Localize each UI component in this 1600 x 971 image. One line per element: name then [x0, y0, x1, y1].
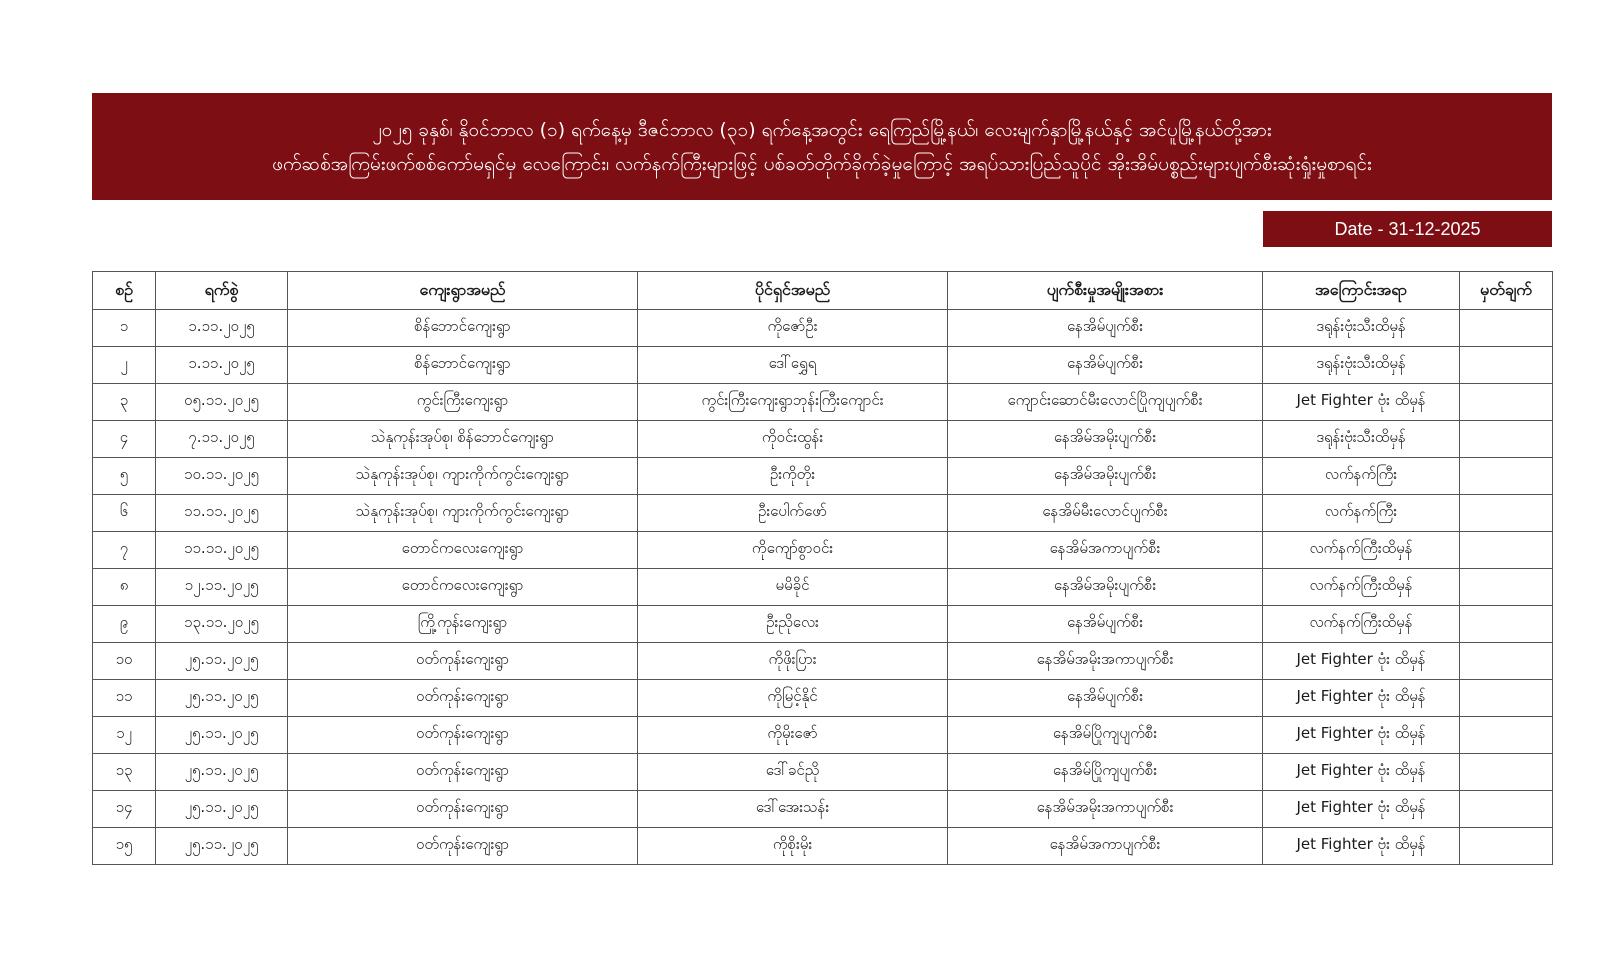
cell-remarks [1460, 458, 1553, 495]
cell-serial: ၇ [93, 532, 156, 569]
cell-owner: ကိုစိုးမိုး [638, 828, 948, 865]
cell-owner: ဒေါ်ရွှေရ [638, 347, 948, 384]
cell-damage-type: နေအိမ်ပျက်စီး [948, 680, 1263, 717]
cell-owner: ကိုဝင်းထွန်း [638, 421, 948, 458]
table-row [93, 828, 1553, 865]
damage-records-table [92, 271, 1553, 865]
cell-village: တောင်ကလေးကျေးရွာ [288, 532, 638, 569]
cell-cause: Jet Fighter ဗုံး ထိမှန် [1263, 680, 1460, 717]
table-row [93, 717, 1553, 754]
table-row [93, 421, 1553, 458]
cell-village: သဲနုကုန်းအုပ်စု၊ ကျားကိုက်ကွင်းကျေးရွာ [288, 495, 638, 532]
cell-remarks [1460, 643, 1553, 680]
cell-village: ကွင်းကြီးကျေးရွာ [288, 384, 638, 421]
cell-owner: မမိခိုင် [638, 569, 948, 606]
cell-remarks [1460, 569, 1553, 606]
cell-damage-type: နေအိမ်မီးလောင်ပျက်စီး [948, 495, 1263, 532]
cell-damage-type: ကျောင်းဆောင်မီးလောင်ပြိုကျပျက်စီး [948, 384, 1263, 421]
title-line-2: ဖက်ဆစ်အကြမ်းဖက်စစ်ကော်မရှင်မှ လေကြောင်း၊ လက်နက်ကြီးများဖြင့် ပစ်ခတ်တိုက်ခိုက်ခဲ့မှုကြောင့် အရပ်သားပြည်သူပိုင် အိုးအိမ်ပစ္စည်းများပျက်စီးဆုံးရှုံးမှုစာရင်း [272, 152, 1372, 175]
header-serial: စဉ် [93, 272, 156, 310]
cell-cause: လက်နက်ကြီးထိမှန် [1263, 606, 1460, 643]
table-row [93, 458, 1553, 495]
cell-serial: ၁၀ [93, 643, 156, 680]
cell-owner: ကိုဖိုးပြား [638, 643, 948, 680]
cell-date: ၁၂.၁၁.၂၀၂၅ [156, 569, 288, 606]
header-remarks: မှတ်ချက် [1460, 272, 1553, 310]
cell-remarks [1460, 791, 1553, 828]
cell-remarks [1460, 754, 1553, 791]
cell-cause: Jet Fighter ဗုံး ထိမှန် [1263, 717, 1460, 754]
cell-serial: ၅ [93, 458, 156, 495]
cell-date: ၁၁.၁၁.၂၀၂၅ [156, 495, 288, 532]
cell-cause: ဒရုန်းဗုံးသီးထိမှန် [1263, 347, 1460, 384]
cell-remarks [1460, 680, 1553, 717]
cell-cause: Jet Fighter ဗုံး ထိမှန် [1263, 384, 1460, 421]
cell-owner: ဒေါ်ခင်ညို [638, 754, 948, 791]
cell-serial: ၂ [93, 347, 156, 384]
cell-damage-type: နေအိမ်ပျက်စီး [948, 347, 1263, 384]
cell-village: ကြို့ကုန်းကျေးရွာ [288, 606, 638, 643]
header-village: ကျေးရွာအမည် [288, 272, 638, 310]
cell-date: ၁.၁၁.၂၀၂၅ [156, 310, 288, 347]
cell-serial: ၁၃ [93, 754, 156, 791]
cell-serial: ၉ [93, 606, 156, 643]
cell-date: ၀၅.၁၁.၂၀၂၅ [156, 384, 288, 421]
cell-damage-type: နေအိမ်ပြိုကျပျက်စီး [948, 717, 1263, 754]
cell-village: ဝတ်ကုန်းကျေးရွာ [288, 717, 638, 754]
cell-cause: လက်နက်ကြီးထိမှန် [1263, 532, 1460, 569]
cell-damage-type: နေအိမ်ပျက်စီး [948, 310, 1263, 347]
cell-remarks [1460, 310, 1553, 347]
table-row [93, 347, 1553, 384]
cell-serial: ၆ [93, 495, 156, 532]
cell-owner: ကိုဇော်ဦး [638, 310, 948, 347]
cell-cause: လက်နက်ကြီး [1263, 495, 1460, 532]
cell-date: ၇.၁၁.၂၀၂၅ [156, 421, 288, 458]
cell-cause: ဒရုန်းဗုံးသီးထိမှန် [1263, 421, 1460, 458]
cell-date: ၂၅.၁၁.၂၀၂၅ [156, 680, 288, 717]
cell-serial: ၃ [93, 384, 156, 421]
table-row [93, 791, 1553, 828]
cell-cause: Jet Fighter ဗုံး ထိမှန် [1263, 754, 1460, 791]
cell-damage-type: နေအိမ်အမိုးအကာပျက်စီး [948, 791, 1263, 828]
table-row [93, 495, 1553, 532]
cell-serial: ၁၄ [93, 791, 156, 828]
table-row [93, 532, 1553, 569]
cell-remarks [1460, 828, 1553, 865]
cell-cause: Jet Fighter ဗုံး ထိမှန် [1263, 828, 1460, 865]
cell-cause: ဒရုန်းဗုံးသီးထိမှန် [1263, 310, 1460, 347]
cell-date: ၂၅.၁၁.၂၀၂၅ [156, 643, 288, 680]
cell-serial: ၁ [93, 310, 156, 347]
cell-damage-type: နေအိမ်ပျက်စီး [948, 606, 1263, 643]
cell-serial: ၄ [93, 421, 156, 458]
cell-village: ဝတ်ကုန်းကျေးရွာ [288, 791, 638, 828]
cell-remarks [1460, 606, 1553, 643]
cell-remarks [1460, 717, 1553, 754]
cell-damage-type: နေအိမ်အမိုးပျက်စီး [948, 458, 1263, 495]
cell-owner: ဦးပေါက်ဖော် [638, 495, 948, 532]
cell-owner: ကိုမြင့်နိုင် [638, 680, 948, 717]
cell-damage-type: နေအိမ်အကာပျက်စီး [948, 828, 1263, 865]
cell-owner: ကိုမိုးဇော် [638, 717, 948, 754]
cell-village: သဲနုကုန်းအုပ်စု၊ ကျားကိုက်ကွင်းကျေးရွာ [288, 458, 638, 495]
cell-village: ဝတ်ကုန်းကျေးရွာ [288, 828, 638, 865]
cell-village: ဝတ်ကုန်းကျေးရွာ [288, 643, 638, 680]
cell-owner: ကိုကျော်စွာဝင်း [638, 532, 948, 569]
cell-date: ၁၀.၁၁.၂၀၂၅ [156, 458, 288, 495]
cell-village: ဝတ်ကုန်းကျေးရွာ [288, 680, 638, 717]
cell-village: စိန်ဘောင်ကျေးရွာ [288, 347, 638, 384]
cell-damage-type: နေအိမ်အမိုးအကာပျက်စီး [948, 643, 1263, 680]
date-badge: Date - 31-12-2025 [1263, 211, 1552, 247]
cell-serial: ၁၅ [93, 828, 156, 865]
header-owner: ပိုင်ရှင်အမည် [638, 272, 948, 310]
table-row [93, 680, 1553, 717]
cell-cause: လက်နက်ကြီး [1263, 458, 1460, 495]
header-damage-type: ပျက်စီးမှုအမျိုးအစား [948, 272, 1263, 310]
cell-remarks [1460, 495, 1553, 532]
cell-village: သဲနုကုန်းအုပ်စု၊ စိန်ဘောင်ကျေးရွာ [288, 421, 638, 458]
cell-remarks [1460, 421, 1553, 458]
table-header-row [93, 272, 1553, 310]
cell-date: ၂၅.၁၁.၂၀၂၅ [156, 791, 288, 828]
cell-serial: ၁၂ [93, 717, 156, 754]
cell-date: ၁.၁၁.၂၀၂၅ [156, 347, 288, 384]
cell-date: ၂၅.၁၁.၂၀၂၅ [156, 828, 288, 865]
cell-owner: ဒေါ်အေးသန်း [638, 791, 948, 828]
cell-damage-type: နေအိမ်အမိုးပျက်စီး [948, 421, 1263, 458]
cell-village: ဝတ်ကုန်းကျေးရွာ [288, 754, 638, 791]
table-row [93, 569, 1553, 606]
cell-damage-type: နေအိမ်အမိုးပျက်စီး [948, 569, 1263, 606]
cell-cause: Jet Fighter ဗုံး ထိမှန် [1263, 791, 1460, 828]
cell-remarks [1460, 347, 1553, 384]
title-line-1: ၂၀၂၅ ခုနှစ်၊ နိုဝင်ဘာလ (၁) ရက်နေ့မှ ဒီဇင်ဘာလ (၃၁) ရက်နေ့အတွင်း ရေကြည်မြို့နယ်၊ လေးမျက်နှာမြို့နယ်နှင့် အင်ပူမြို့နယ်တို့အား [372, 118, 1272, 141]
table-row [93, 643, 1553, 680]
cell-date: ၁၃.၁၁.၂၀၂၅ [156, 606, 288, 643]
title-banner [92, 93, 1552, 200]
table-body [93, 310, 1553, 865]
cell-cause: လက်နက်ကြီးထိမှန် [1263, 569, 1460, 606]
table-row [93, 384, 1553, 421]
cell-damage-type: နေအိမ်ပြိုကျပျက်စီး [948, 754, 1263, 791]
cell-owner: ဦးညိုလေး [638, 606, 948, 643]
cell-village: တောင်ကလေးကျေးရွာ [288, 569, 638, 606]
cell-remarks [1460, 384, 1553, 421]
table-row [93, 606, 1553, 643]
cell-village: စိန်ဘောင်ကျေးရွာ [288, 310, 638, 347]
cell-date: ၁၁.၁၁.၂၀၂၅ [156, 532, 288, 569]
cell-owner: ကွင်းကြီးကျေးရွာဘုန်းကြီးကျောင်း [638, 384, 948, 421]
cell-serial: ၈ [93, 569, 156, 606]
cell-cause: Jet Fighter ဗုံး ထိမှန် [1263, 643, 1460, 680]
header-date: ရက်စွဲ [156, 272, 288, 310]
cell-owner: ဦးကိုတိုး [638, 458, 948, 495]
header-cause: အကြောင်းအရာ [1263, 272, 1460, 310]
table-row [93, 754, 1553, 791]
cell-remarks [1460, 532, 1553, 569]
cell-serial: ၁၁ [93, 680, 156, 717]
table-row [93, 310, 1553, 347]
cell-damage-type: နေအိမ်အကာပျက်စီး [948, 532, 1263, 569]
cell-date: ၂၅.၁၁.၂၀၂၅ [156, 754, 288, 791]
cell-date: ၂၅.၁၁.၂၀၂၅ [156, 717, 288, 754]
